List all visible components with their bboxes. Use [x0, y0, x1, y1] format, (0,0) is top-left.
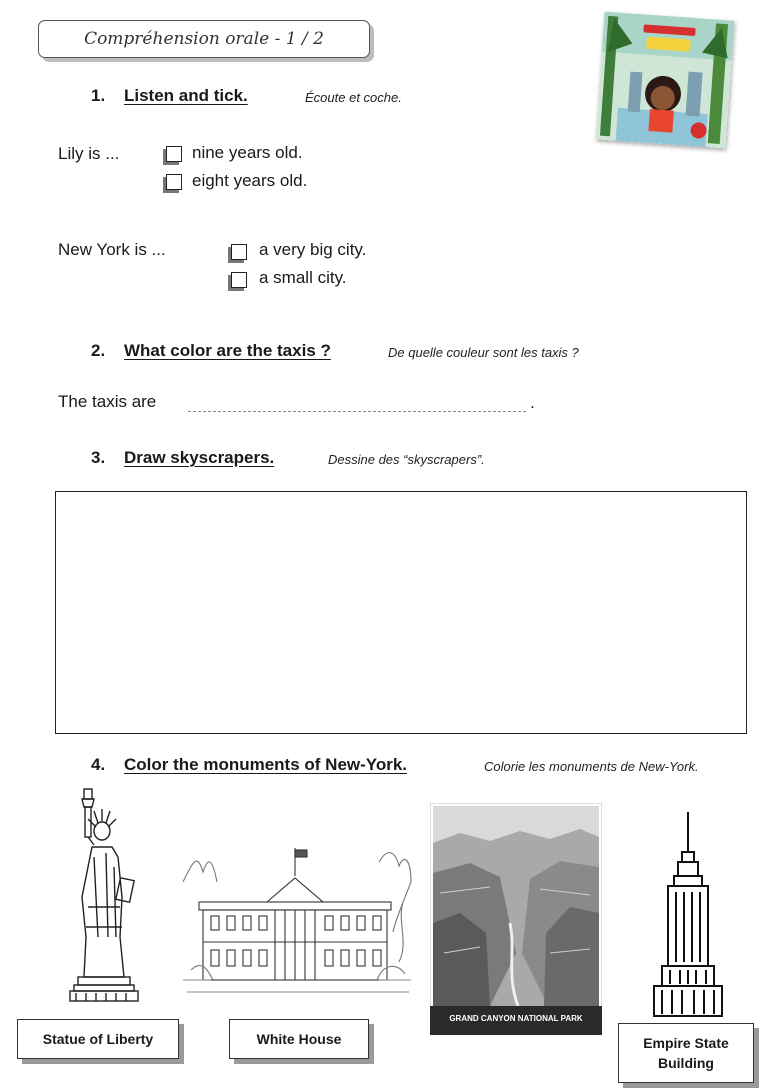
q1b-option2-label: a small city.: [259, 268, 347, 287]
q1a-option2-checkbox[interactable]: [166, 174, 182, 190]
empire-state-building-drawing: [648, 812, 728, 1022]
q1-subtitle-fr: Écoute et coche.: [305, 90, 402, 105]
q2-end-punct: .: [530, 393, 535, 412]
q1a-prompt: Lily is ...: [58, 144, 120, 163]
q1b-prompt: New York is ...: [58, 240, 166, 259]
q1b-option1-checkbox[interactable]: [231, 244, 247, 260]
q3-number: 3.: [91, 448, 106, 467]
worksheet-title: Compréhension orale - 1 / 2: [38, 20, 370, 58]
q4-number: 4.: [91, 755, 106, 774]
q1b-option1-label: a very big city.: [259, 240, 367, 259]
q2-title: What color are the taxis ?: [124, 341, 331, 360]
q2-number: 2.: [91, 341, 106, 360]
q1a-option1-label: nine years old.: [192, 143, 303, 162]
q4-subtitle-fr: Colorie les monuments de New-York.: [484, 759, 699, 774]
white-house-drawing: [183, 842, 413, 1002]
poster-caption: GRAND CANYON NATIONAL PARK: [449, 1014, 583, 1023]
q1-number: 1.: [91, 86, 106, 105]
q2-subtitle-fr: De quelle couleur sont les taxis ?: [388, 345, 579, 360]
book-cover-icon: [596, 12, 735, 149]
label-white-house: White House: [229, 1019, 369, 1059]
q1b-option2-checkbox[interactable]: [231, 272, 247, 288]
label-statue-of-liberty: Statue of Liberty: [17, 1019, 179, 1059]
q1a-option2-label: eight years old.: [192, 171, 308, 190]
drawing-area[interactable]: [55, 491, 747, 734]
q3-subtitle-fr: Dessine des “skyscrapers”.: [328, 452, 485, 467]
taxi-color-answer-line[interactable]: [188, 411, 526, 412]
q1-title: Listen and tick.: [124, 86, 248, 105]
q3-title: Draw skyscrapers.: [124, 448, 275, 467]
statue-of-liberty-drawing: [62, 787, 152, 1005]
q2-prompt: The taxis are: [58, 392, 157, 411]
q4-title: Color the monuments of New-York.: [124, 755, 408, 774]
q1a-option1-checkbox[interactable]: [166, 146, 182, 162]
grand-canyon-poster: [430, 803, 602, 1035]
label-empire-state-building: Empire State Building: [618, 1023, 754, 1083]
